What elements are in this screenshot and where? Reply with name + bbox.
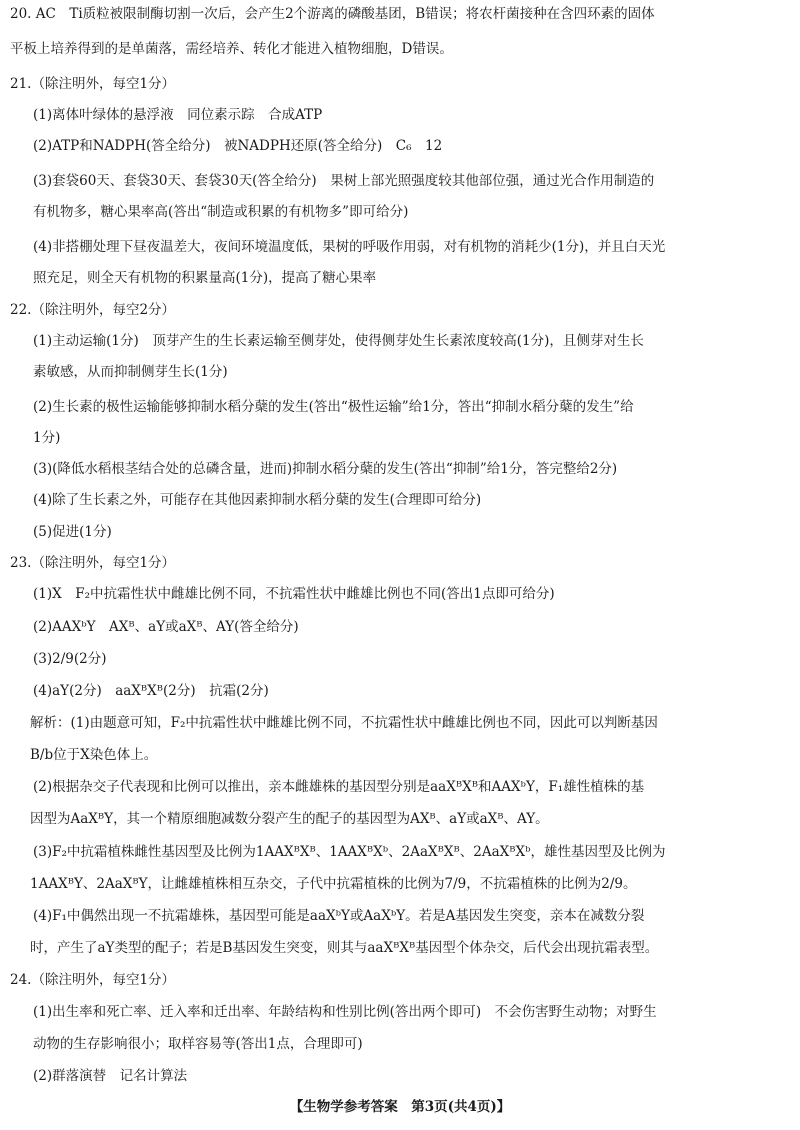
text-line: 22.（除注明外，每空2分） bbox=[10, 302, 176, 318]
text-line: (2)ATP和NADPH(答全给分) 被NADPH还原(答全给分) C₆ 12 bbox=[33, 138, 443, 154]
text-line: (1)出生率和死亡率、迁入率和迁出率、年龄结构和性别比例(答出两个即可) 不会伤害野生动物；对野生 bbox=[33, 1004, 657, 1020]
text-line: (5)促进(1分) bbox=[33, 524, 112, 540]
text-line: 20. AC Ti质粒被限制酶切割一次后，会产生2个游离的磷酸基团，B错误；将农杆菌接种在含四环素的固体 bbox=[10, 6, 655, 22]
text-line: (1)X F₂中抗霜性状中雌雄比例不同，不抗霜性状中雌雄比例也不同(答出1点即可给分) bbox=[33, 586, 555, 602]
text-line: 平板上培养得到的是单菌落，需经培养、转化才能进入植物细胞，D错误。 bbox=[10, 41, 453, 57]
text-line: (4)F₁中偶然出现一不抗霜雄株，基因型可能是aaXᵇY或AaXᵇY。若是A基因发生突变，亲本在减数分裂 bbox=[33, 908, 645, 924]
text-line: 照充足，则全天有机物的积累量高(1分)，提高了糖心果率 bbox=[33, 270, 377, 286]
text-line: 23.（除注明外，每空1分） bbox=[10, 555, 176, 571]
page-footer: 【生物学参考答案 第3页(共4页)】 bbox=[289, 1099, 511, 1115]
text-line: (1)离体叶绿体的悬浮液 同位素示踪 合成ATP bbox=[33, 107, 323, 123]
text-line: (2)群落演替 记名计算法 bbox=[33, 1068, 188, 1084]
text-line: (4)非搭棚处理下昼夜温差大，夜间环境温度低，果树的呼吸作用弱，对有机物的消耗少(1分)，并且白天光 bbox=[33, 239, 666, 255]
text-line: (2)AAXᵇY AXᴮ、aY或aXᴮ、AY(答全给分) bbox=[33, 619, 299, 635]
text-line: (3)2/9(2分) bbox=[33, 651, 107, 667]
text-line: (4)aY(2分) aaXᴮXᴮ(2分) 抗霜(2分) bbox=[33, 683, 269, 699]
text-line: (3)(降低水稻根茎结合处的总磷含量，进而)抑制水稻分蘖的发生(答出“抑制”给1分，答完整给2分) bbox=[33, 461, 618, 477]
text-line: (2)生长素的极性运输能够抑制水稻分蘖的发生(答出“极性运输”给1分，答出“抑制水稻分蘖的发生”给 bbox=[33, 399, 634, 415]
text-line: 1分) bbox=[33, 430, 61, 446]
text-line: 动物的生存影响很小；取样容易等(答出1点，合理即可) bbox=[33, 1036, 363, 1052]
text-line: (3)套袋60天、套袋30天、套袋30天(答全给分) 果树上部光照强度较其他部位强，通过光合作用制造的 bbox=[33, 173, 655, 189]
text-line: 有机物多，糖心果率高(答出“制造或积累的有机物多”即可给分) bbox=[33, 204, 409, 220]
text-line: (1)主动运输(1分) 顶芽产生的生长素运输至侧芽处，使得侧芽处生长素浓度较高(1分)，且侧芽对生长 bbox=[33, 333, 644, 349]
text-line: 因型为AaXᴮY，其一个精原细胞减数分裂产生的配子的基因型为AXᴮ、aY或aXᴮ、AY。 bbox=[30, 811, 549, 827]
text-line: 时，产生了aY类型的配子；若是B基因发生突变，则其与aaXᴮXᴮ基因型个体杂交，后代会出现抗霜表型。 bbox=[30, 940, 659, 956]
text-line: 解析：(1)由题意可知，F₂中抗霜性状中雌雄比例不同，不抗霜性状中雌雄比例也不同，因此可以判断基因 bbox=[30, 715, 658, 731]
text-line: (2)根据杂交子代表现和比例可以推出，亲本雌雄株的基因型分别是aaXᴮXᴮ和AAXᵇY，F₁雄性植株的基 bbox=[33, 779, 645, 795]
text-line: 21.（除注明外，每空1分） bbox=[10, 76, 176, 92]
text-line: B/b位于X染色体上。 bbox=[30, 747, 158, 763]
text-line: 24.（除注明外，每空1分） bbox=[10, 972, 176, 988]
text-line: (4)除了生长素之外，可能存在其他因素抑制水稻分蘖的发生(合理即可给分) bbox=[33, 492, 482, 508]
text-line: (3)F₂中抗霜植株雌性基因型及比例为1AAXᴮXᴮ、1AAXᴮXᵇ、2AaXᴮXᴮ、2AaXᴮXᵇ，雄性基因型及比例为 bbox=[33, 844, 666, 860]
text-line: 素敏感，从而抑制侧芽生长(1分) bbox=[33, 364, 228, 380]
text-line: 1AAXᴮY、2AaXᴮY，让雌雄植株相互杂交，子代中抗霜植株的比例为7/9，不抗霜植株的比例为2/9。 bbox=[30, 876, 637, 892]
